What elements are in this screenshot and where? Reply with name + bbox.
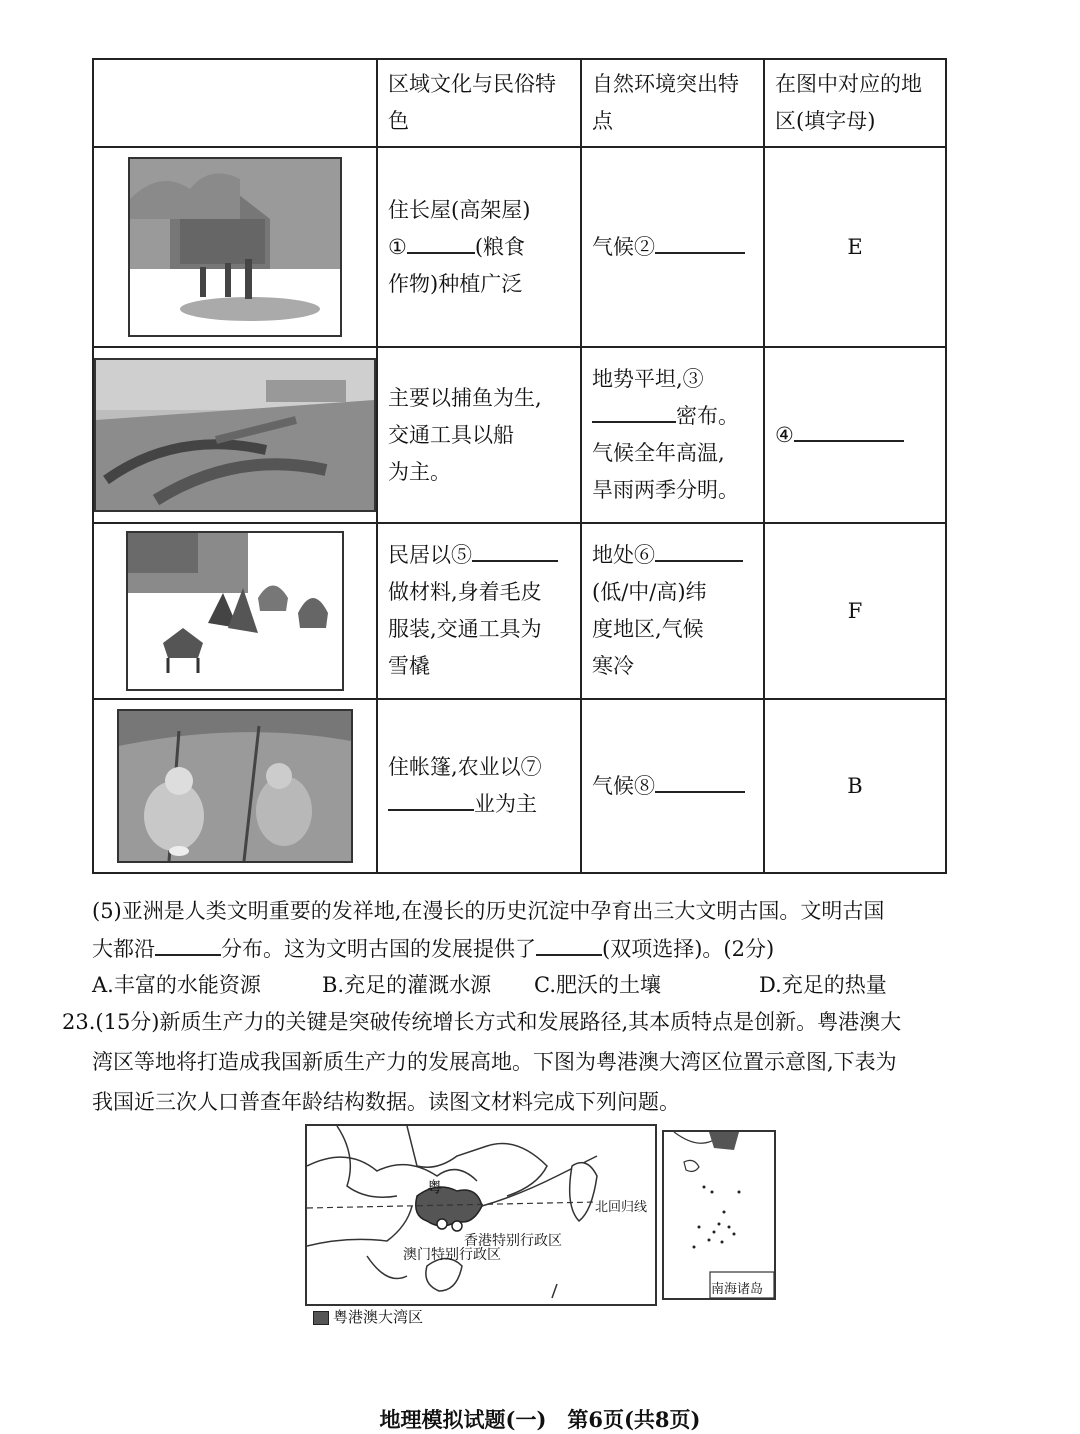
answer-blank-1[interactable] [407, 230, 475, 254]
nature-text: 寒冷 [592, 654, 634, 678]
option-b: B.充足的灌溉水源 [322, 973, 492, 997]
answer-blank-2[interactable] [655, 230, 745, 254]
q23-line: 湾区等地将打造成我国新质生产力的发展高地。下图为粤港澳大湾区位置示意图,下表为 [92, 1050, 897, 1074]
legend-swatch-icon [313, 1311, 329, 1325]
tent-photo [117, 709, 353, 863]
page-footer: 地理模拟试题(一) 第6页(共8页) [379, 1407, 701, 1432]
q5-options [92, 966, 952, 1004]
culture-text: 作物)种植广泛 [388, 271, 523, 296]
q5-line1: (5)亚洲是人类文明重要的发祥地,在漫长的历史沉淀中孕育出三大文明古国。文明古国 [92, 899, 885, 923]
map-legend [313, 1306, 423, 1327]
q5-blank-2[interactable] [536, 932, 602, 956]
culture-text: 为主。 [388, 459, 451, 484]
region-cell: F [764, 523, 946, 699]
table-row [93, 147, 946, 347]
culture-text [388, 229, 570, 266]
q23-line: 我国近三次人口普查年龄结构数据。读图文材料完成下列问题。 [92, 1090, 680, 1114]
q5-text: 分布。这为文明古国的发展提供了 [221, 937, 536, 961]
nature-text: 旱雨两季分明。 [592, 478, 739, 502]
option-a: A.丰富的水能资源 [92, 973, 261, 997]
region-cell [764, 347, 946, 523]
region-cell: E [764, 147, 946, 347]
hk-label: 香港特别行政区 [464, 1233, 562, 1249]
culture-text: 做材料,身着毛皮 [388, 580, 542, 604]
table-row [93, 523, 946, 699]
nature-text: 地势平坦,③ [592, 367, 704, 391]
blank-label: ① [388, 234, 407, 259]
table-row [93, 699, 946, 873]
tropic-label: 北回归线 [595, 1200, 648, 1215]
q23-line: 23.(15分)新质生产力的关键是突破传统增长方式和发展路径,其本质特点是创新。粤港澳大 [62, 1010, 902, 1034]
province-label: 粤 [427, 1178, 443, 1196]
answer-blank-8[interactable] [655, 769, 745, 793]
culture-cell [377, 523, 581, 699]
table-row [93, 347, 946, 523]
nature-text: (低/中/高)纬 [592, 580, 707, 604]
culture-text-tail: 业为主 [474, 792, 537, 816]
table-header-row [93, 59, 946, 147]
region-cell: B [764, 699, 946, 873]
photo-cell [93, 523, 377, 699]
culture-cell [377, 347, 581, 523]
option-d: D.充足的热量 [759, 973, 887, 997]
blank-label: ④ [775, 422, 794, 447]
nature-text: 气候⑧ [592, 773, 655, 798]
culture-text [388, 537, 570, 574]
blank-label: 民居以⑤ [388, 543, 472, 567]
q5-text: (双项选择)。(2分) [602, 937, 775, 961]
option-c: C.肥沃的土壤 [534, 973, 661, 997]
photo-cell [93, 347, 377, 523]
q5-text: 大都沿 [92, 937, 155, 961]
culture-text: 住帐篷,农业以⑦ [388, 755, 542, 779]
blank-label: 地处⑥ [592, 543, 655, 567]
legend-label: 粤港澳大湾区 [333, 1308, 424, 1326]
answer-blank-5[interactable] [472, 538, 558, 562]
culture-text [388, 786, 570, 823]
nature-text: 度地区,气候 [592, 617, 704, 641]
nature-cell [581, 147, 764, 347]
header-region: 在图中对应的地区(填字母) [764, 59, 946, 147]
header-empty [93, 59, 377, 147]
nature-cell [581, 523, 764, 699]
photo-cell [93, 147, 377, 347]
nature-text-tail: 密布。 [676, 404, 739, 428]
photo-cell [93, 699, 377, 873]
culture-cell [377, 147, 581, 347]
fishing-boats-photo [94, 358, 376, 512]
culture-text: 雪橇 [388, 654, 430, 678]
header-culture: 区域文化与民俗特色 [377, 59, 581, 147]
stilt-house-photo [128, 157, 342, 337]
south-sea-islands-inset [662, 1130, 776, 1300]
culture-text: 服装,交通工具为 [388, 617, 542, 641]
culture-text: 住长屋(高架屋) [388, 197, 531, 222]
nature-text: 气候全年高温, [592, 441, 725, 465]
q5-blank-1[interactable] [155, 932, 221, 956]
nature-text [592, 398, 753, 435]
inset-label: 南海诸岛 [711, 1282, 764, 1297]
header-nature: 自然环境突出特点 [581, 59, 764, 147]
culture-table [92, 58, 947, 874]
answer-blank-6[interactable] [655, 538, 743, 562]
q5-line2 [92, 930, 774, 968]
culture-text: 交通工具以船 [388, 422, 514, 447]
nature-cell [581, 347, 764, 523]
nature-text [592, 537, 753, 574]
answer-blank-7[interactable] [388, 787, 474, 811]
reindeer-sled-photo [126, 531, 344, 691]
macao-label: 澳门特别行政区 [403, 1247, 501, 1263]
culture-text-tail: (粮食 [474, 234, 526, 259]
nature-cell [581, 699, 764, 873]
answer-blank-3[interactable] [592, 399, 676, 423]
greater-bay-area-map [305, 1124, 657, 1306]
nature-text: 气候② [592, 234, 655, 259]
culture-text: 主要以捕鱼为生, [388, 385, 542, 410]
question-23 [62, 1002, 982, 1122]
answer-blank-4[interactable] [794, 418, 904, 442]
culture-cell [377, 699, 581, 873]
